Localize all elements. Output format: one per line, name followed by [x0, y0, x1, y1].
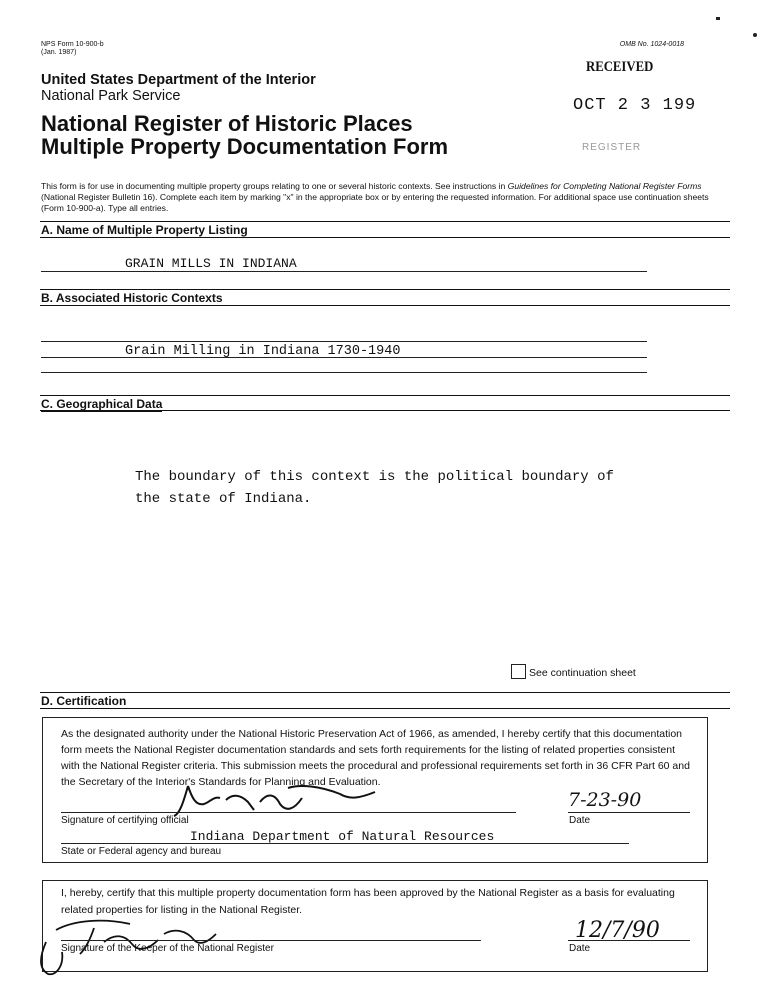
keeper-signature-label: Signature of the Keeper of the National Register	[61, 943, 274, 954]
section-b-heading-text: B. Associated Historic Contexts	[41, 291, 223, 305]
section-b-bottom-rule	[40, 305, 730, 306]
keeper-certification-text: I, hereby, certify that this multiple property documentation form has been approved by the National Register as a basis for evaluating related properties for listing in the National Register.	[61, 887, 675, 916]
certification-date-label: Date	[569, 815, 591, 826]
certifying-signature-line	[61, 812, 516, 813]
guidelines-title: Guidelines for Completing National Register Forms	[507, 181, 702, 191]
form-title-line1: National Register of Historic Places	[41, 111, 413, 136]
name-field-line	[41, 271, 647, 272]
keeper-handwritten-date: 12/7/90	[575, 918, 660, 943]
certification-text: As the designated authority under the National Historic Preservation Act of 1966, as amended, I hereby certify that this documentation form meets the National Register documentation standards and sets forth requirements for the listing of related properties consistent with the National Register criteria. This submission meets the procedural and professional requirements set forth in 36 CFR Part 60 and the Secretary of the Interior's Standards for Planning and Evaluation.	[61, 728, 690, 788]
section-c-heading	[41, 397, 162, 411]
omb-number: OMB No. 1024-0018	[619, 41, 684, 48]
keeper-signature-line	[61, 940, 481, 941]
form-title-line2: Multiple Property Documentation Form	[41, 134, 449, 159]
state-agency-line	[61, 843, 629, 844]
geo-text-line2: the state of Indiana.	[135, 491, 312, 507]
section-b-top-rule	[40, 289, 730, 290]
continuation-label: See continuation sheet	[529, 667, 636, 679]
section-c-bottom-rule	[40, 410, 730, 411]
agency-name: National Park Service	[41, 88, 181, 104]
section-d-top-rule	[40, 692, 730, 693]
geo-text-line1: The boundary of this context is the political boundary of	[135, 469, 614, 485]
certification-date-line	[568, 812, 690, 813]
section-a-top-rule	[40, 221, 730, 222]
stamp-faint-text: REGISTER	[582, 142, 642, 153]
geographical-data-text	[135, 466, 614, 510]
received-stamp-date: OCT 2 3 199	[573, 96, 697, 115]
certifying-signature-scribble	[170, 780, 390, 820]
received-stamp: RECEIVED	[586, 59, 654, 75]
department-name: United States Department of the Interior	[41, 72, 316, 88]
multiple-property-name: GRAIN MILLS IN INDIANA	[125, 256, 297, 271]
context-line-2	[41, 357, 647, 358]
section-d-heading	[41, 694, 126, 708]
state-agency-value: Indiana Department of Natural Resources	[190, 829, 495, 844]
context-line-1	[41, 341, 647, 342]
historic-context-value: Grain Milling in Indiana 1730-1940	[125, 344, 401, 359]
scan-speck	[716, 17, 720, 20]
continuation-checkbox[interactable]	[511, 664, 526, 679]
context-line-3	[41, 372, 647, 373]
form-date: (Jan. 1987)	[41, 49, 77, 56]
form-instructions	[41, 181, 731, 214]
section-a-heading-text: A. Name of Multiple Property Listing	[41, 223, 248, 237]
section-b-heading	[41, 291, 223, 305]
instructions-text-pre: This form is for use in documenting multiple property groups relating to one or several historic contexts. See instructions in	[41, 181, 508, 191]
section-d-bottom-rule	[40, 708, 730, 709]
form-number: NPS Form 10-900-b	[41, 41, 104, 48]
scan-speck	[753, 33, 757, 37]
state-agency-label: State or Federal agency and bureau	[61, 846, 222, 857]
section-a-bottom-rule	[40, 237, 730, 238]
instructions-text-post: (National Register Bulletin 16). Complete each item by marking "x" in the appropriate box or by entering the requested information. For additional space use continuation sheets (Form 10-900-a). Type all entries.	[41, 192, 709, 213]
keeper-date-label: Date	[569, 943, 591, 954]
certifying-signature-label: Signature of certifying official	[61, 815, 189, 826]
section-c-heading-text: C. Geographical Data	[41, 397, 163, 411]
section-c-top-rule	[40, 395, 730, 396]
keeper-date-line	[568, 940, 690, 941]
section-a-heading	[41, 223, 248, 237]
section-d-heading-text: D. Certification	[41, 694, 127, 708]
certification-handwritten-date: 7-23-90	[568, 789, 642, 811]
